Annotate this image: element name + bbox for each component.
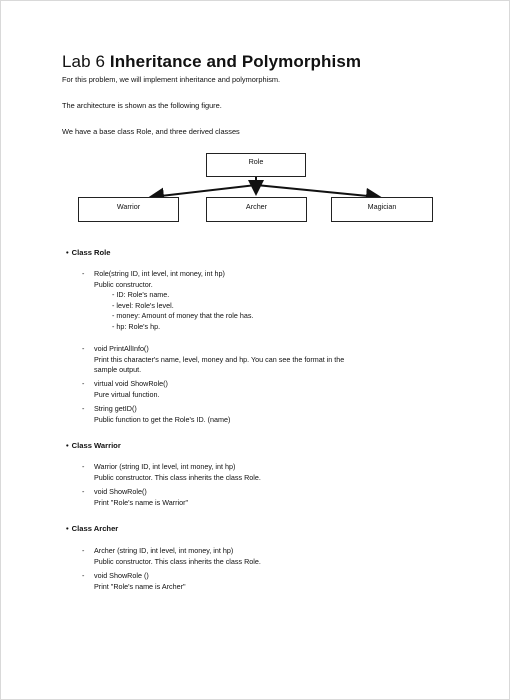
item-line: Public constructor. [94,279,153,289]
item-subline: - money: Amount of money that the role has. [112,311,254,320]
dash-icon: - [82,404,85,413]
list-item [82,269,442,332]
item-subline: - hp: Role's hp. [112,321,161,331]
item-line: Print "Role's name is Archer" [94,581,186,591]
magician-box: Magician [331,197,433,222]
bullet-icon: • [66,524,69,533]
dash-icon: - [82,571,85,580]
item-line: virtual void ShowRole() [94,379,168,388]
item-line: Pure virtual function. [94,389,160,399]
section-heading-archer: • Class Archer [66,524,119,533]
list-item [82,404,442,425]
item-line: Print "Role's name is Warrior" [94,497,189,507]
archer-box: Archer [206,197,307,222]
dash-icon: - [82,344,85,353]
dash-icon: - [82,487,85,496]
dash-icon: - [82,379,85,388]
role-box: Role [206,153,306,177]
item-line: void PrintAllInfo() [94,344,149,353]
dash-icon: - [82,546,85,555]
dash-icon: - [82,462,85,471]
bullet-icon: • [66,248,69,257]
intro-line-2: The architecture is shown as the following figure. [62,101,222,110]
item-line: String getID() [94,404,137,413]
dash-icon: - [82,269,85,278]
item-line: sample output. [94,365,142,374]
item-line: void ShowRole() [94,487,147,496]
item-line: Public function to get the Role's ID. (name) [94,414,231,424]
list-item [82,462,442,483]
intro-line-1: For this problem, we will implement inheritance and polymorphism. [62,75,281,84]
item-subline: - ID: Role's name. [112,290,170,299]
item-line: Archer (string ID, int level, int money, int hp) [94,546,234,555]
item-line: Role(string ID, int level, int money, int hp) [94,269,225,278]
list-item [82,571,442,592]
list-item [82,344,442,376]
item-line: Public constructor. This class inherits the class Role. [94,472,261,482]
title-lab-number: Lab 6 [62,52,106,71]
item-line: void ShowRole () [94,571,149,580]
item-line: Print this character's name, level, money and hp. You can see the format in the [94,354,345,364]
section-heading-role: • Class Role [66,248,111,257]
warrior-box: Warrior [78,197,179,222]
arrow-to-magician [256,185,378,197]
item-subline: - level: Role's level. [112,300,174,310]
list-item [82,379,442,400]
bullet-icon: • [66,441,69,450]
item-line: Warrior (string ID, int level, int money, int hp) [94,462,236,471]
section-heading-warrior: • Class Warrior [66,441,121,450]
title-text: Inheritance and Polymorphism [105,52,362,71]
list-item [82,546,442,567]
arrow-to-warrior [152,185,256,197]
intro-line-3: We have a base class Role, and three derived classes [62,127,240,136]
item-line: Public constructor. This class inherits the class Role. [94,556,261,566]
list-item [82,487,442,508]
